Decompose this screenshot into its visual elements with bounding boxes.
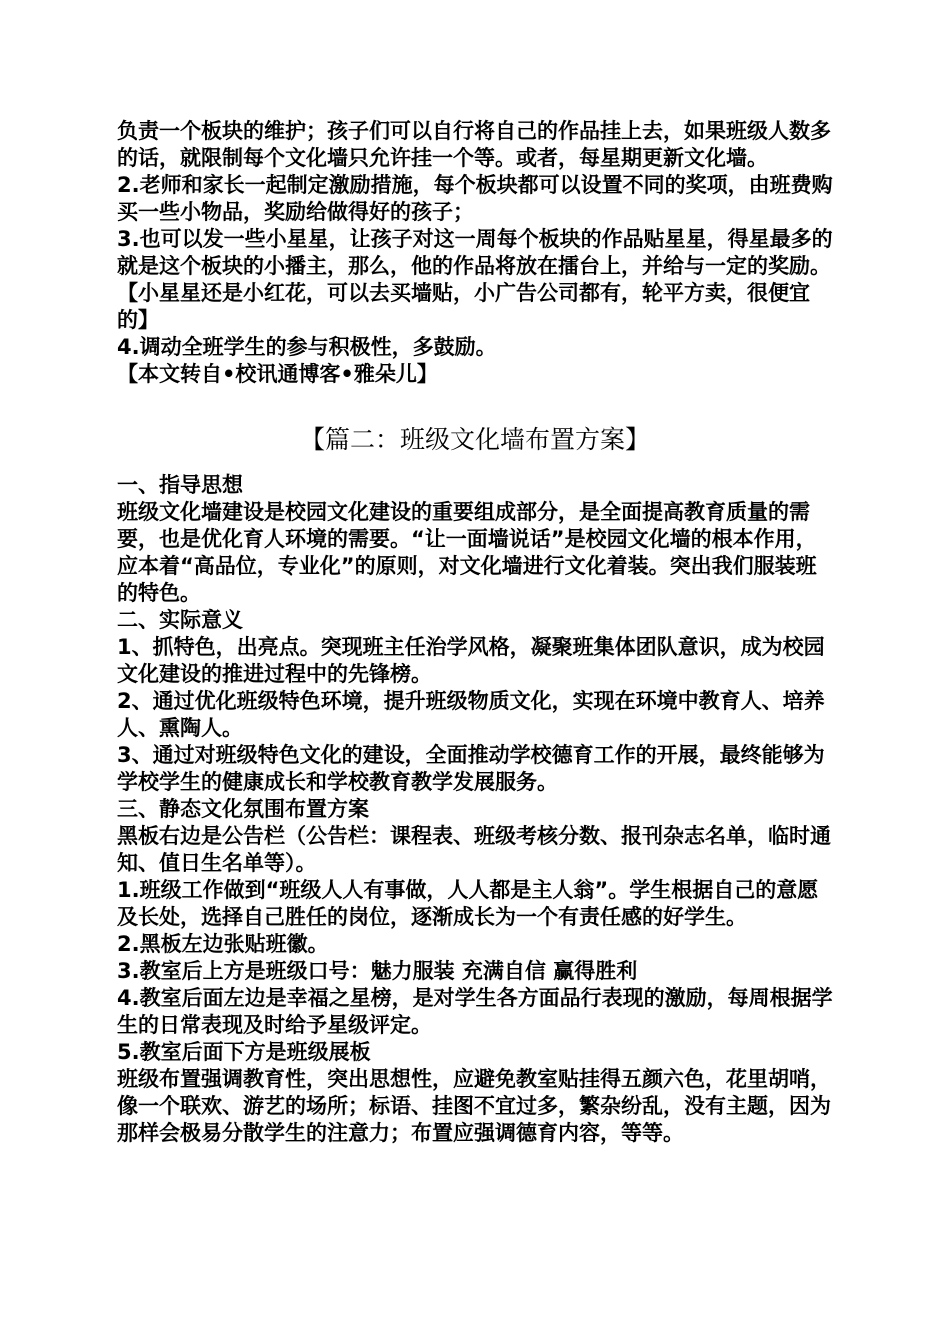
part2-paragraph-5: 黑板右边是公告栏（公告栏：课程表、班级考核分数、报刊杂志名单，临时通知、值日生名单等）。 [117,824,831,875]
part1-paragraph-4: 4.调动全班学生的参与积极性，多鼓励。 [117,335,497,359]
part2-paragraph-9: 4.教室后面左边是幸福之星榜，是对学生各方面品行表现的激励，每周根据学生的日常表现及时给予星级评定。 [117,986,833,1037]
part1-paragraph-3: 3.也可以发一些小星星，让孩子对这一周每个板块的作品贴星星，得星最多的就是这个板块的小播主，那么，他的作品将放在擂台上，并给与一定的奖励。【小星星还是小红花，可以去买墙贴，小广告公司都有，轮平方卖，很便宜的】 [117,227,833,332]
heading-static-layout: 三、静态文化氛围布置方案 [117,797,369,821]
part2-paragraph-3: 2、通过优化班级特色环境，提升班级物质文化，实现在环境中教育人、培养人、熏陶人。 [117,689,825,740]
heading-guiding-thought: 一、指导思想 [117,473,243,497]
section-title: 【篇二：班级文化墙布置方案】 [299,425,650,454]
part2-paragraph-10: 5.教室后面下方是班级展板 [117,1040,371,1064]
part1-body [117,118,837,388]
part1-paragraph-1: 负责一个板块的维护；孩子们可以自行将自己的作品挂上去，如果班级人数多的话，就限制每个文化墙只允许挂一个等。或者，每星期更新文化墙。 [117,119,831,170]
part2-paragraph-6: 1.班级工作做到“班级人人有事做，人人都是主人翁”。学生根据自己的意愿及长处，选择自己胜任的岗位，逐渐成长为一个有责任感的好学生。 [117,878,819,929]
part2-paragraph-8: 3.教室后上方是班级口号：魅力服装 充满自信 赢得胜利 [117,959,638,983]
heading-practical-meaning: 二、实际意义 [117,608,243,632]
part2-paragraph-11: 班级布置强调教育性，突出思想性，应避免教室贴挂得五颜六色，花里胡哨，像一个联欢、游艺的场所；标语、挂图不宜过多，繁杂纷乱，没有主题，因为那样会极易分散学生的注意力；布置应强调德育内容，等等。 [117,1067,831,1145]
part2-paragraph-2: 1、抓特色，出亮点。突现班主任治学风格，凝聚班集体团队意识，成为校园文化建设的推进过程中的先锋榜。 [117,635,825,686]
part2-paragraph-7: 2.黑板左边张贴班徽。 [117,932,329,956]
part2-body [117,472,837,1147]
part2-paragraph-1: 班级文化墙建设是校园文化建设的重要组成部分，是全面提高教育质量的需要，也是优化育人环境的需要。“让一面墙说话”是校园文化墙的根本作用，应本着“高品位，专业化”的原则，对文化墙进行文化着装。突出我们服装班的特色。 [117,500,817,605]
part2-paragraph-4: 3、通过对班级特色文化的建设，全面推动学校德育工作的开展，最终能够为学校学生的健康成长和学校教育教学发展服务。 [117,743,825,794]
part1-paragraph-5: 【本文转自•校讯通博客•雅朵儿】 [117,362,438,386]
part1-paragraph-2: 2.老师和家长一起制定激励措施，每个板块都可以设置不同的奖项，由班费购买一些小物品，奖励给做得好的孩子； [117,173,833,224]
